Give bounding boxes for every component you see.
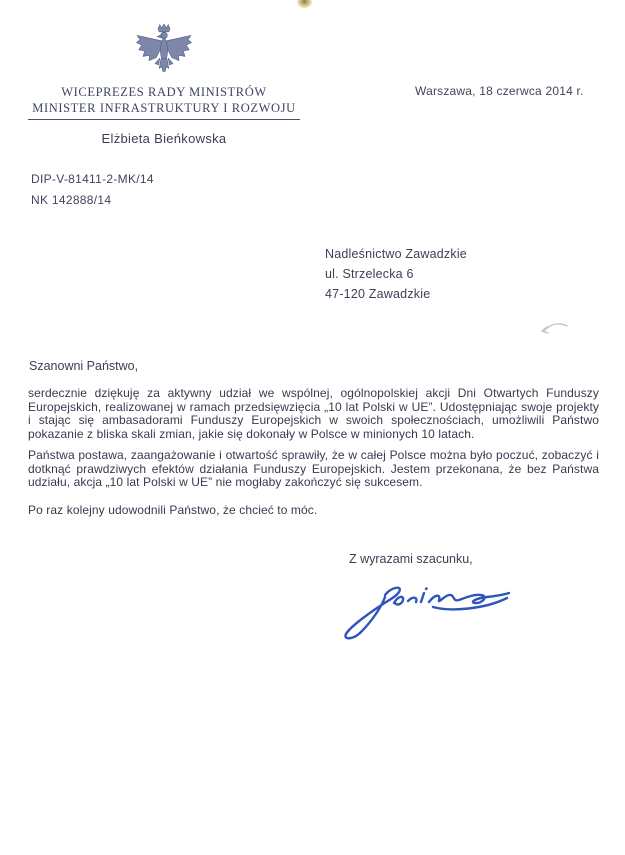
recipient-address (325, 244, 467, 304)
polish-eagle-emblem-icon (134, 24, 194, 78)
office-title-line2: MINISTER INFRASTRUKTURY I ROZWOJU (32, 101, 296, 115)
body-paragraph-1: serdecznie dziękuję za aktywny udział we wspólnej, ogólnopolskiej akcji Dni Otwartych Funduszy Europejskich, realizowanej w ramach przedsięwzięcia „10 lat Polski w UE”. Udostępniając swoje projekty i stając się ambasadorami Funduszy Europejskich w swoich społecznościach, umożliwili Państwo pokazanie z bliska skali zmian, jakie się dokonały w Polsce w minionych 10 latach. (28, 386, 599, 441)
signature-icon (333, 575, 519, 645)
pencil-scribble-mark (540, 318, 572, 338)
handwritten-signature (333, 575, 519, 650)
reference-number-2: NK 142888/14 (31, 193, 112, 207)
recipient-name: Nadleśnictwo Zawadzkie (325, 247, 467, 261)
office-title-line1: WICEPREZES RADY MINISTRÓW (61, 85, 267, 99)
reference-number-1: DIP-V-81411-2-MK/14 (31, 172, 154, 186)
letterhead (28, 24, 300, 146)
place-and-date: Warszawa, 18 czerwca 2014 r. (415, 84, 584, 98)
recipient-street: ul. Strzelecka 6 (325, 267, 414, 281)
letterhead-rule (28, 119, 300, 120)
salutation: Szanowni Państwo, (29, 359, 139, 373)
recipient-city: 47-120 Zawadzkie (325, 287, 431, 301)
closing-phrase: Z wyrazami szacunku, (349, 552, 473, 566)
signatory-name: Elżbieta Bieńkowska (101, 131, 227, 146)
body-paragraph-3: Po raz kolejny udowodnili Państwo, że chcieć to móc. (28, 503, 318, 517)
body-paragraph-2: Państwa postawa, zaangażowanie i otwartość sprawiły, że w całej Polsce można było poczuć, zobaczyć i dotknąć prawdziwych efektów działania Funduszy Europejskich. Jestem przekonana, że bez Państwa udziału, akcja „10 lat Polski w UE” nie mogłaby zakończyć się sukcesem. (28, 448, 599, 490)
scan-smudge-mark (297, 0, 312, 8)
reference-numbers (31, 169, 154, 211)
